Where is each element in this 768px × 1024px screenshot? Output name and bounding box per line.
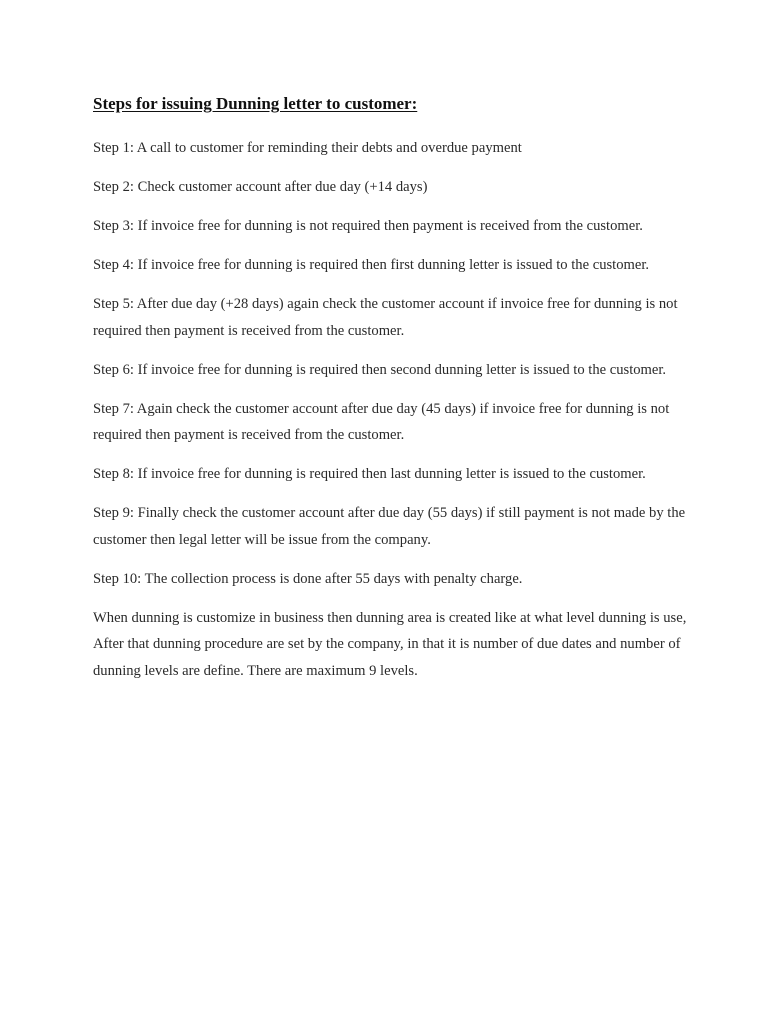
step-9: Step 9: Finally check the customer account after due day (55 days) if still payment is not made by the customer then legal letter will be issue from the company. xyxy=(93,505,686,548)
step-8: Step 8: If invoice free for dunning is required then last dunning letter is issued to the customer. xyxy=(93,466,646,482)
step-1: Step 1: A call to customer for reminding their debts and overdue payment xyxy=(93,140,522,156)
document-body xyxy=(93,93,693,697)
closing-paragraph: When dunning is customize in business then dunning area is created like at what level dunning is use, After that dunning procedure are set by the company, in that it is number of due dates and number of dunning levels are define. There are maximum 9 levels. xyxy=(93,609,687,679)
document-title: Steps for issuing Dunning letter to customer: xyxy=(93,94,418,113)
step-3: Step 3: If invoice free for dunning is not required then payment is received from the customer. xyxy=(93,218,643,234)
step-list xyxy=(93,135,693,592)
step-2: Step 2: Check customer account after due day (+14 days) xyxy=(93,179,428,195)
step-5: Step 5: After due day (+28 days) again check the customer account if invoice free for dunning is not required then payment is received from the customer. xyxy=(93,296,678,339)
step-4: Step 4: If invoice free for dunning is required then first dunning letter is issued to the customer. xyxy=(93,257,650,273)
step-6: Step 6: If invoice free for dunning is required then second dunning letter is issued to the customer. xyxy=(93,361,667,378)
step-7: Step 7: Again check the customer account after due day (45 days) if invoice free for dunning is not required then payment is received from the customer. xyxy=(93,400,670,443)
step-10: Step 10: The collection process is done after 55 days with penalty charge. xyxy=(93,570,523,587)
